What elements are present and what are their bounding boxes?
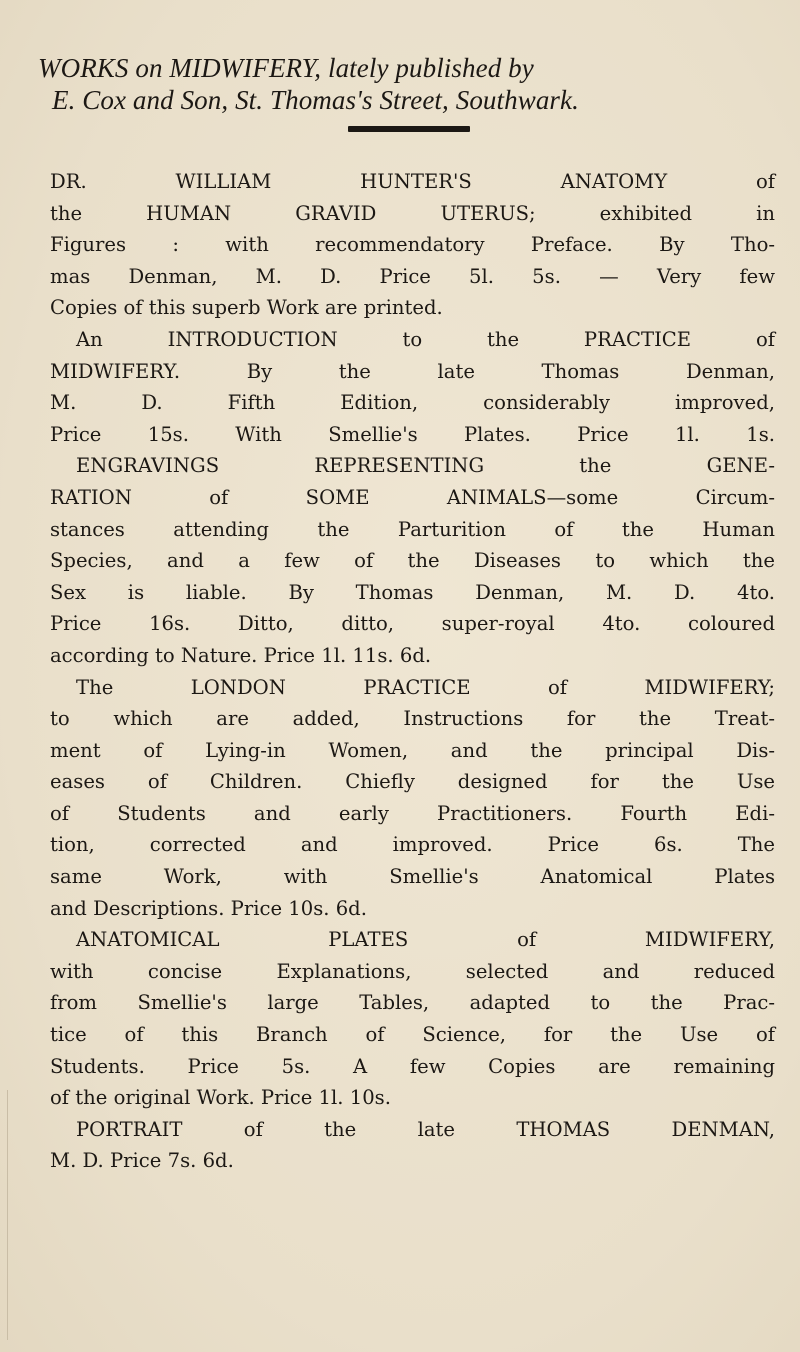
entry-line: MIDWIFERY. By the late Thomas Denman,: [50, 359, 775, 383]
page-heading: [38, 52, 778, 116]
heading-line-2: E. Cox and Son, St. Thomas's Street, Southwark.: [52, 85, 579, 115]
entry-line: Students. Price 5s. A few Copies are remaining: [50, 1054, 775, 1078]
entry-line: Price 15s. With Smellie's Plates. Price 1l. 1s.: [50, 422, 775, 446]
entry-hunter-anatomy: [50, 166, 775, 324]
entry-line: Price 16s. Ditto, ditto, super-royal 4to. coloured: [50, 612, 775, 636]
entry-line: An INTRODUCTION to the PRACTICE of: [76, 327, 775, 351]
entry-line: with concise Explanations, selected and reduced: [50, 959, 775, 983]
entry-line: from Smellie's large Tables, adapted to the Prac-: [50, 991, 775, 1015]
entry-line: and Descriptions. Price 10s. 6d.: [50, 896, 367, 920]
entry-line: ANATOMICAL PLATES of MIDWIFERY,: [76, 928, 775, 952]
entry-introduction-practice: [50, 324, 775, 450]
entry-line: Species, and a few of the Diseases to which the: [50, 549, 775, 573]
entry-london-practice: [50, 672, 775, 925]
heading-line-1: WORKS on MIDWIFERY, lately published by: [38, 53, 534, 83]
entry-line: M. D. Fifth Edition, considerably improved,: [50, 391, 775, 415]
entry-line: The LONDON PRACTICE of MIDWIFERY;: [76, 675, 775, 699]
entry-line: tion, corrected and improved. Price 6s. The: [50, 833, 775, 857]
entry-line: stances attending the Parturition of the Human: [50, 517, 775, 541]
heading-divider: [348, 126, 470, 132]
entry-line: RATION of SOME ANIMALS—some Circum-: [50, 485, 775, 509]
entry-line: tice of this Branch of Science, for the Use of: [50, 1023, 775, 1047]
entry-line: according to Nature. Price 1l. 11s. 6d.: [50, 643, 432, 667]
entry-line: of the original Work. Price 1l. 10s.: [50, 1086, 391, 1110]
entry-line: Figures : with recommendatory Preface. By Tho-: [50, 233, 775, 257]
advertisement-list: [50, 166, 775, 1177]
entry-line: to which are added, Instructions for the Treat-: [50, 707, 775, 731]
entry-anatomical-plates: [50, 924, 775, 1114]
entry-line: ENGRAVINGS REPRESENTING the GENE-: [76, 454, 775, 478]
entry-line: eases of Children. Chiefly designed for the Use: [50, 770, 775, 794]
entry-portrait: [50, 1114, 775, 1177]
entry-line: DR. WILLIAM HUNTER'S ANATOMY of: [50, 170, 775, 193]
entry-engravings: [50, 450, 775, 671]
entry-line: M. D. Price 7s. 6d.: [50, 1149, 234, 1173]
entry-line: PORTRAIT of the late THOMAS DENMAN,: [76, 1117, 775, 1141]
entry-line: Sex is liable. By Thomas Denman, M. D. 4to.: [50, 580, 775, 604]
entry-line: same Work, with Smellie's Anatomical Plates: [50, 865, 775, 889]
entry-line: ment of Lying-in Women, and the principal Dis-: [50, 738, 775, 762]
entry-line: Copies of this superb Work are printed.: [50, 296, 443, 320]
page-edge-rule: [7, 1090, 8, 1340]
entry-line: of Students and early Practitioners. Fourth Edi-: [50, 801, 775, 825]
entry-line: the HUMAN GRAVID UTERUS; exhibited in: [50, 201, 775, 225]
entry-line: mas Denman, M. D. Price 5l. 5s. — Very few: [50, 264, 775, 288]
